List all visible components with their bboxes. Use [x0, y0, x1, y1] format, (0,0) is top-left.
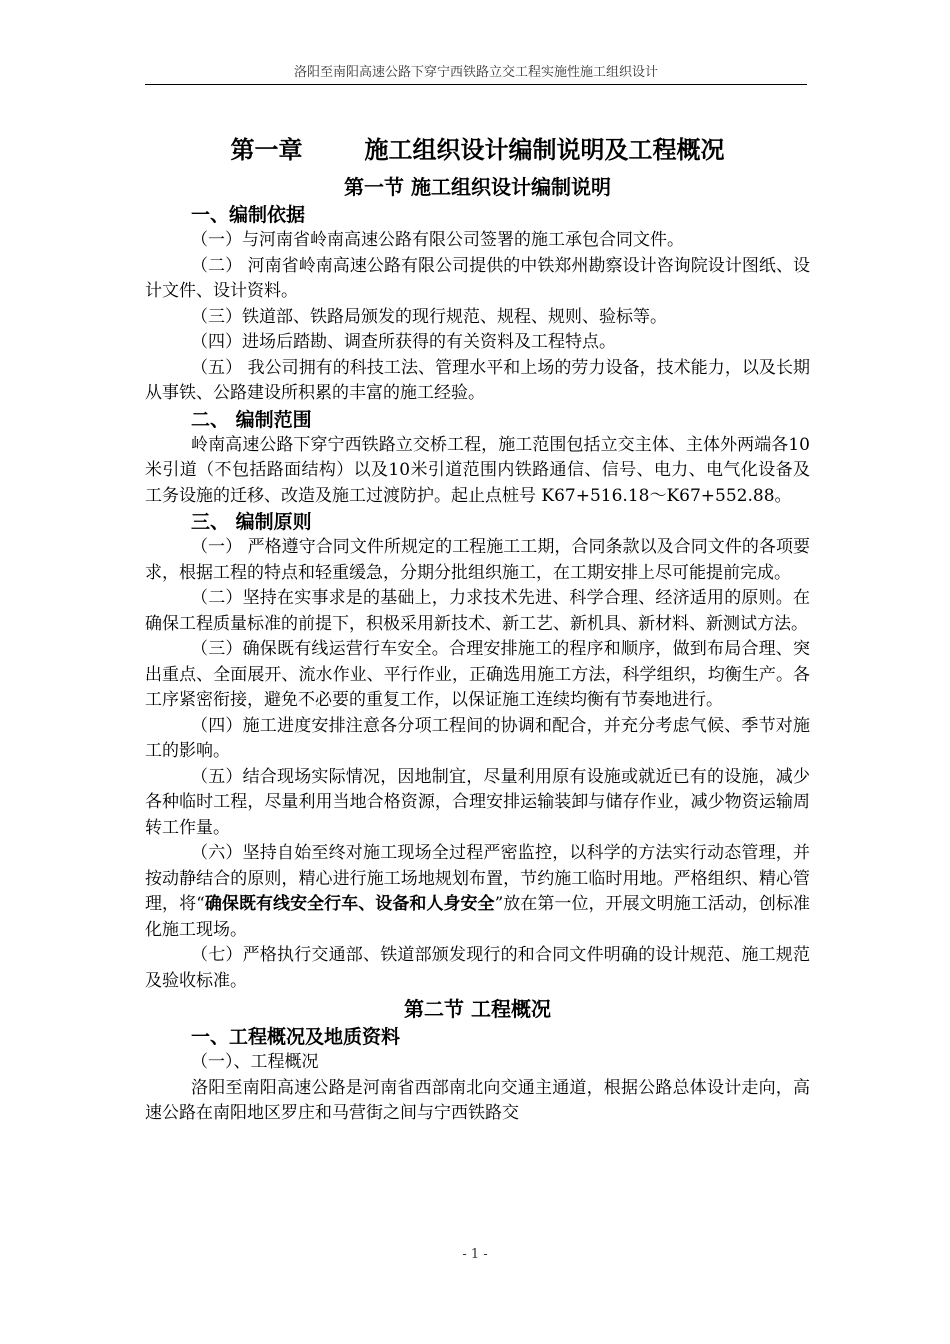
basis-item: （一）与河南省岭南高速公路有限公司签署的施工承包合同文件。 [191, 230, 684, 250]
scope-text: 岭南高速公路下穿宁西铁路立交桥工程，施工范围包括立交主体、主体外两端各10米引道（不包括路面结构）以及10米引道范围内铁路通信、信号、电力、电气化设备及工务设施的迁移、改造及施工过渡防护。起止点桩号 K67+516.18～K67+552.88。 [145, 434, 810, 506]
basis-item: （二） 河南省岭南高速公路有限公司提供的中铁郑州勘察设计咨询院设计图纸、设计文件、设计资料。 [145, 255, 810, 301]
principle-item: （四）施工进度安排注意各分项工程间的协调和配合，并充分考虑气候、季节对施工的影响。 [145, 715, 810, 761]
principle-item: （三）确保既有线运营行车安全。合理安排施工的程序和顺序，做到布局合理、突出重点、全面展开、流水作业、平行作业，正确选用施工方法，科学组织，均衡生产。各工序紧密衔接，避免不必要的重复工作，以保证施工连续均衡有节奏地进行。 [145, 639, 810, 710]
basis-heading: 一、编制依据 [191, 204, 306, 226]
basis-item: （四）进场后踏勘、调查所获得的有关资料及工程特点。 [191, 332, 616, 352]
section-1-title: 第一节 施工组织设计编制说明 [344, 175, 611, 199]
chapter-title-text: 施工组织设计编制说明及工程概况 [364, 136, 725, 164]
principle-6-text-after: ”放在第一位，开展文明施工活动，创标准化施工现场。 [145, 894, 811, 940]
chapter-title [145, 128, 810, 172]
section-2-title: 第二节 工程概况 [404, 997, 551, 1021]
overview-text: 洛阳至南阳高速公路是河南省西部南北向交通主通道，根据公路总体设计走向，高速公路在南阳地区罗庄和马营街之间与宁西铁路交 [145, 1077, 810, 1123]
principle-item-7: （七）严格执行交通部、铁道部颁发现行的和合同文件明确的设计规范、施工规范及验收标准。 [145, 945, 810, 991]
principle-6-text-before: （六）坚持自始至终对施工现场全过程严密监控，以科学的方法实行动态管理，并按动静结合的原则，精心进行施工场地规划布置，节约施工临时用地。严格组织、精心管理，将“ [145, 843, 810, 914]
overview-heading: 一、工程概况及地质资料 [191, 1026, 401, 1048]
principle-item-6 [145, 841, 810, 943]
header-divider [145, 84, 807, 85]
principle-6-emphasis: 确保既有线安全行车、设备和人身安全 [204, 894, 495, 914]
principles-heading: 三、 编制原则 [191, 511, 312, 533]
principle-item: （一） 严格遵守合同文件所规定的工程施工工期，合同条款以及合同文件的各项要求，根据工程的特点和轻重缓急，分期分批组织施工，在工期安排上尽可能提前完成。 [145, 537, 810, 583]
chapter-number: 第一章 [230, 136, 303, 164]
running-header: 洛阳至南阳高速公路下穿宁西铁路立交工程实施性施工组织设计 [293, 65, 658, 80]
overview-subheading: （一）、工程概况 [191, 1052, 319, 1072]
principle-item: （五）结合现场实际情况，因地制宜，尽量利用原有设施或就近已有的设施，减少各种临时工程，尽量利用当地合格资源，合理安排运输装卸与储存作业，减少物资运输周转工作量。 [145, 766, 810, 838]
basis-item: （三）铁道部、铁路局颁发的现行规范、规程、规则、验标等。 [191, 306, 667, 327]
page-number: - 1 - [462, 1247, 488, 1262]
principle-item: （二）坚持在实事求是的基础上，力求技术先进、科学合理、经济适用的原则。在确保工程质量标准的前提下，积极采用新技术、新工艺、新机具、新材料、新测试方法。 [145, 588, 810, 634]
basis-item: （五） 我公司拥有的科技工法、管理水平和上场的劳力设备，技术能力，以及长期从事铁、公路建设所积累的丰富的施工经验。 [145, 357, 810, 403]
scope-heading: 二、 编制范围 [191, 408, 312, 431]
document-body [145, 128, 810, 1127]
